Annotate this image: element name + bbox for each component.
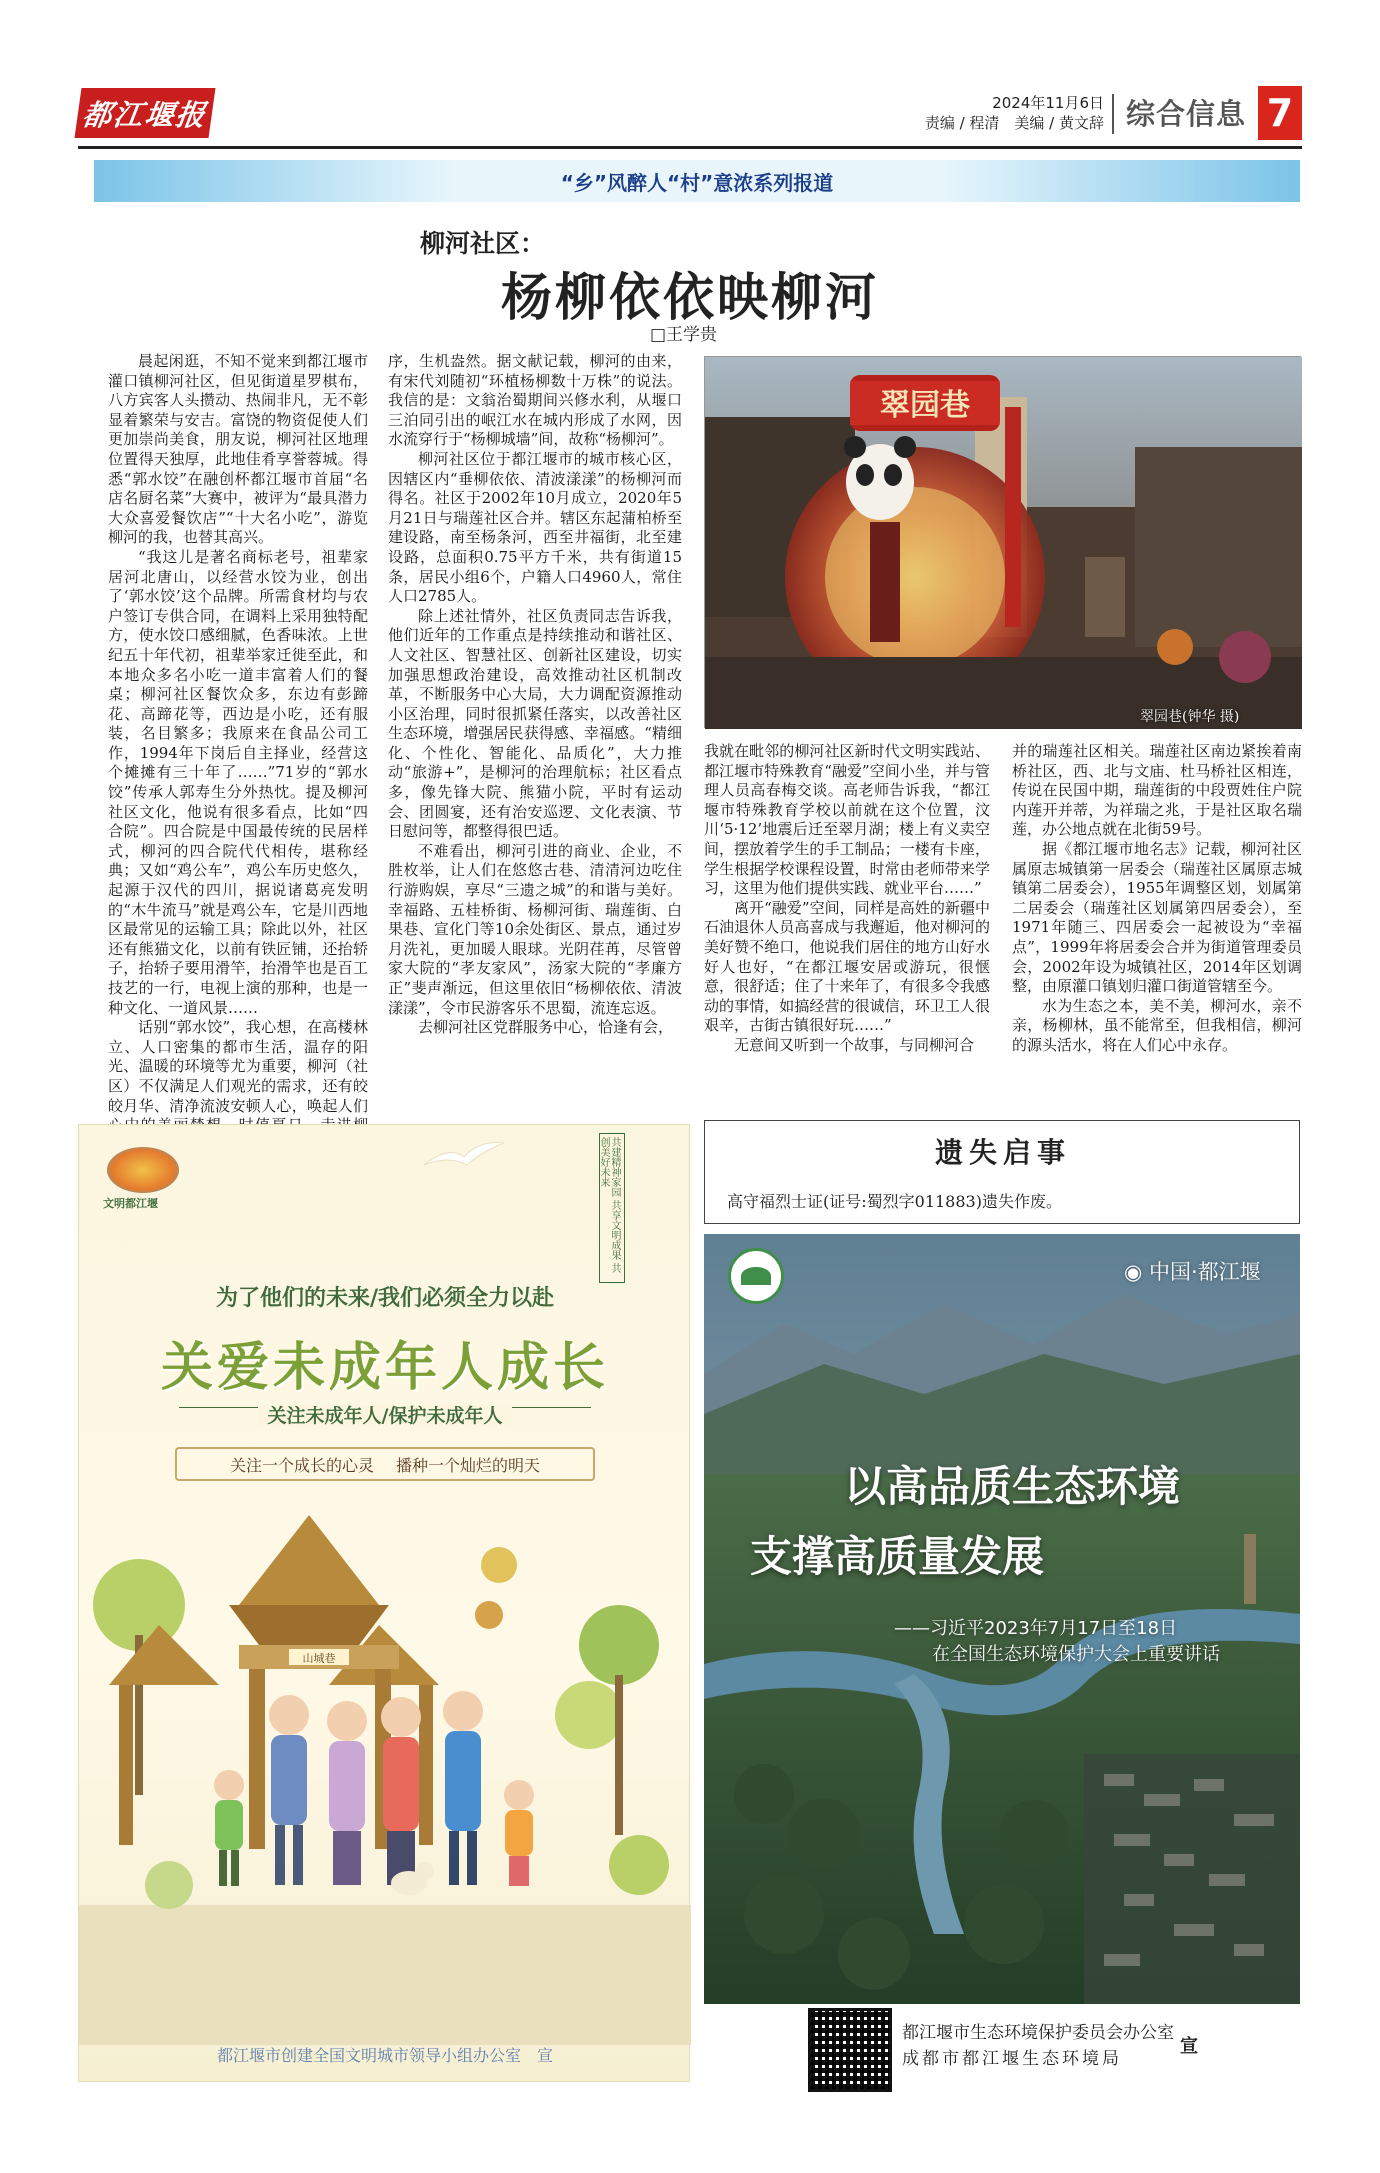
paragraph: 离开“融爱”空间，同样是高姓的新疆中石油退休人员高喜成与我邂逅，他对柳河的美好赞不绝口，他说我们居住的地方山好水好人也好，“在都江堰安居或游玩，很惬意，很舒适；住了十来年了，有很多令我感动的事情，如搞经营的很诚信，环卫工人很艰辛，古街古镇很好玩……”	[704, 898, 990, 1035]
psa-subheadline: 关注未成年人/保护未成年人	[258, 1405, 513, 1427]
flying-bird-icon	[419, 1135, 509, 1175]
qr-code-icon[interactable]	[808, 2008, 892, 2092]
location-text: 中国·都江堰	[1149, 1260, 1261, 1284]
eco-headline-1: 以高品质生态环境	[844, 1462, 1181, 1511]
lane-sign-text: 翠园巷	[880, 388, 970, 423]
photo-caption: 翠园巷(钟华 摄)	[1140, 709, 1240, 725]
eco-environment-poster	[704, 1234, 1300, 2004]
psa-slogan-box	[175, 1447, 595, 1481]
paragraph: “我这儿是著名商标老号，祖辈家居河北唐山，以经营水饺为业，创出了‘郭水饺’这个品牌。所需食材均与农户签订专供合同，在调料上采用独特配方，使水饺口感细腻，色香味浓。上世纪五十年代初，祖辈举家迁徙至此，和本地众多名小吃一道丰富着人们的餐桌；柳河社区餐饮众多，东边有彭蹄花、高蹄花等，西边是小吃，还有服装，名目繁多；我原来在食品公司工作，1994年下岗后自主择业，经营这个摊摊有三十年了……”71岁的“郭水饺”传承人郭寿生分外热忱。提及柳河社区文化，他说有很多看点，比如“四合院”。四合院是中国最传统的民居样式，柳河的四合院代代相传，堪称经典；又如“鸡公车”，鸡公车历史悠久，起源于汉代的四川，据说诸葛亮发明的“木牛流马”就是鸡公车，它是川西地区最常见的运输工具；除此以外，社区还有熊猫文化，以前有铁匠铺，还抬轿子，抬轿子要用滑竿，抬滑竿也是百工技艺的一行，电视上演的那种，也是一种文化、一道风景……	[108, 547, 368, 1017]
article-author: □王学贵	[650, 325, 718, 345]
paragraph: 晨起闲逛，不知不觉来到都江堰市灌口镇柳河社区，但见街道星罗棋布，八方宾客人头攒动、热闹非凡，无不彰显着繁荣与安吉。富饶的物资促使人们更加崇尚美食，朋友说，柳河社区地理位置得天独厚，此地佳肴享誉蓉城。得悉“郭水饺”在融创杯都江堰市首届“名店名厨名菜”大赛中，被评为“最具潜力大众喜爱餐饮店”“十大名小吃”，游览柳河的我，也替其高兴。	[108, 352, 368, 547]
lost-notice	[704, 1120, 1300, 1224]
article-column-3	[704, 742, 990, 1102]
article-column-2	[388, 352, 682, 1102]
psa-tagline: 为了他们的未来/我们必须全力以赴	[215, 1285, 555, 1311]
series-banner	[94, 160, 1300, 202]
article-subtitle: 柳河社区：	[420, 229, 546, 258]
paragraph: 序，生机盎然。据文献记载，柳河的由来，有宋代刘随初“环植杨柳数十万株”的说法。我信的是：文翁治蜀期间兴修水利，从堰口三泊同引出的岷江水在城内形成了水网，因水流穿行于“杨柳城墙”间，故称“杨柳河”。	[388, 352, 682, 449]
eco-poster-footer	[704, 2004, 1300, 2086]
minors-care-poster	[78, 1124, 690, 2082]
paragraph: 水为生态之本，美不美，柳河水，亲不亲，杨柳林，虽不能常至，但我相信，柳河的源头活水，将在人们心中永存。	[1012, 996, 1302, 1054]
article-title: 杨柳依依映柳河	[500, 268, 879, 328]
paragraph: 除上述社情外，社区负责同志告诉我，他们近年的工作重点是持续推动和谐社区、人文社区、智慧社区、创新社区建设，切实加强思想政治建设，高效推动社区机制改革，不断服务中心大局，大力调配资源推动小区治理，同时很抓紧任落实，以改善社区生态环境，增强居民获得感、幸福感。“精细化、个性化、智能化、品质化”，大力推动“旅游+”，是柳河的治理航标；社区看点多，像先锋大院、熊猫小院，平时有运动会、团圆宴，还有治安巡逻、文化表演、节日慰问等，都整得很巴适。	[388, 606, 682, 841]
psa-slogan-1: 关注一个成长的心灵	[229, 1455, 374, 1475]
editors-line: 责编 / 程清 美编 / 黄文辞	[924, 114, 1104, 132]
newspaper-logo	[74, 88, 215, 138]
logo-text: 都江堰报	[80, 97, 210, 132]
family-gate-illustration	[79, 1485, 691, 2045]
paragraph: 我就在毗邻的柳河社区新时代文明实践站、都江堰市特殊教育“融爱”空间小坐，并与管理人员高春梅交谈。高老师告诉我，“都江堰市特殊教育学校以前就在这个位置，汶川‘5·12’地震后迁至翠月湖；楼上有义卖空间，摆放着学生的手工制品；一楼有卡座，学生根据学校课程设置，时常由老师带来学习，这里为他们提供实践、就业平台……”	[704, 742, 990, 898]
psa-brand: 文明都江堰	[103, 1197, 158, 1210]
eco-quote-1: ——习近平2023年7月17日至18日	[894, 1618, 1178, 1639]
series-banner-text: “乡”风醉人“村”意浓系列报道	[560, 170, 834, 195]
eco-org-emblem-icon	[728, 1248, 784, 1304]
eco-headline-2: 支撑高质量发展	[750, 1532, 1045, 1581]
page-number: 7	[1258, 86, 1302, 140]
map-pin-icon: ◉	[1124, 1260, 1149, 1284]
psa-side-slogan: 共建精神家园 共享文明成果 共创美好未来	[599, 1133, 625, 1283]
eco-quote-2: 在全国生态环境保护大会上重要讲话	[932, 1644, 1220, 1665]
paragraph: 不难看出，柳河引进的商业、企业，不胜枚举，让人们在悠悠古巷、清清河边吃住行游购娱，享尽“三遗之城”的和谐与美好。幸福路、五桂桥街、杨柳河街、瑞莲街、白果巷、宣化门等10余处街区、景点，通过岁月洗礼，更加暖人眼球。光阴荏苒，尽管曾家大院的“孝友家风”，汤家大院的“孝廉方正”斐声渐远，但这里依旧“杨柳依依、清波漾漾”，令市民游客乐不思蜀，流连忘返。	[388, 841, 682, 1017]
issue-date: 2024年11月6日	[992, 94, 1104, 112]
eco-org-2: 成都市都江堰生态环境局	[902, 2049, 1122, 2069]
civilization-logo-icon	[107, 1147, 179, 1193]
eco-org-1: 都江堰市生态环境保护委员会办公室	[902, 2023, 1174, 2043]
notice-body: 高守福烈士证(证号:蜀烈字011883)遗失作废。	[727, 1192, 1062, 1211]
paragraph: 据《都江堰市地名志》记载，柳河社区属原志城镇第一居委会（瑞莲社区属原志城镇第二居委会），1955年调整区划，划属第二居委会（瑞莲社区划属第四居委会），至1971年随三、四居委会一起被设为“幸福点”，1999年将居委会合并为街道管理委员会，2002年设为城镇社区，2014年区划调整，由原灌口镇划归灌口街道管辖至今。	[1012, 839, 1302, 996]
paragraph: 无意间又听到一个故事，与同柳河合	[734, 1035, 975, 1054]
paragraph: 话别“郭水饺”，我心想，在高楼林立、人口密集的都市生活，温存的阳光、温暖的环境等尤为重要，柳河（社区）不仅满足人们观光的需求，还有皎皎月华、清净流波安顿人心，唤起人们	[108, 1018, 368, 1115]
gate-sign: 山城巷	[302, 1652, 336, 1665]
psa-headline: 关爱未成年人成长	[160, 1337, 609, 1398]
psa-slogan-2: 播种一个灿烂的明天	[396, 1455, 541, 1475]
article-column-4	[1012, 742, 1302, 1102]
paragraph: 柳河社区位于都江堰市的城市核心区，因辖区内“垂柳依依、清波漾漾”的杨柳河而得名。社区于2002年10月成立，2020年5月21日与瑞莲社区合并。辖区东起蒲柏桥至建设路，南至杨条河，西至井福街，北至建设路，总面积0.75平方千米，共有街道15条，居民小组6个，户籍人口4960人，常住人口2785人。	[388, 449, 682, 606]
article-photo	[704, 356, 1301, 728]
street-scene-illustration	[705, 357, 1302, 729]
notice-title: 遗失启事	[934, 1136, 1071, 1169]
eco-suffix: 宣	[1180, 2036, 1198, 2057]
header-divider	[1112, 94, 1114, 134]
article-column-1	[108, 352, 368, 1115]
paragraph: 并的瑞莲社区相关。瑞莲社区南边紧挨着南桥社区，西、北与文庙、杜马桥社区相连，传说在民国中期，瑞莲街的中段贾姓住户院内莲开并蒂，为祥瑞之兆，于是社区取名瑞莲，办公地点就在北街59号。	[1012, 742, 1302, 839]
location-label	[1124, 1256, 1261, 1286]
paragraph: 去柳河社区党群服务中心，恰逢有会，	[418, 1018, 674, 1037]
section-name: 综合信息	[1126, 97, 1247, 131]
header-rule	[78, 146, 1302, 149]
psa-footer: 都江堰市创建全国文明城市领导小组办公室 宣	[216, 2046, 553, 2065]
